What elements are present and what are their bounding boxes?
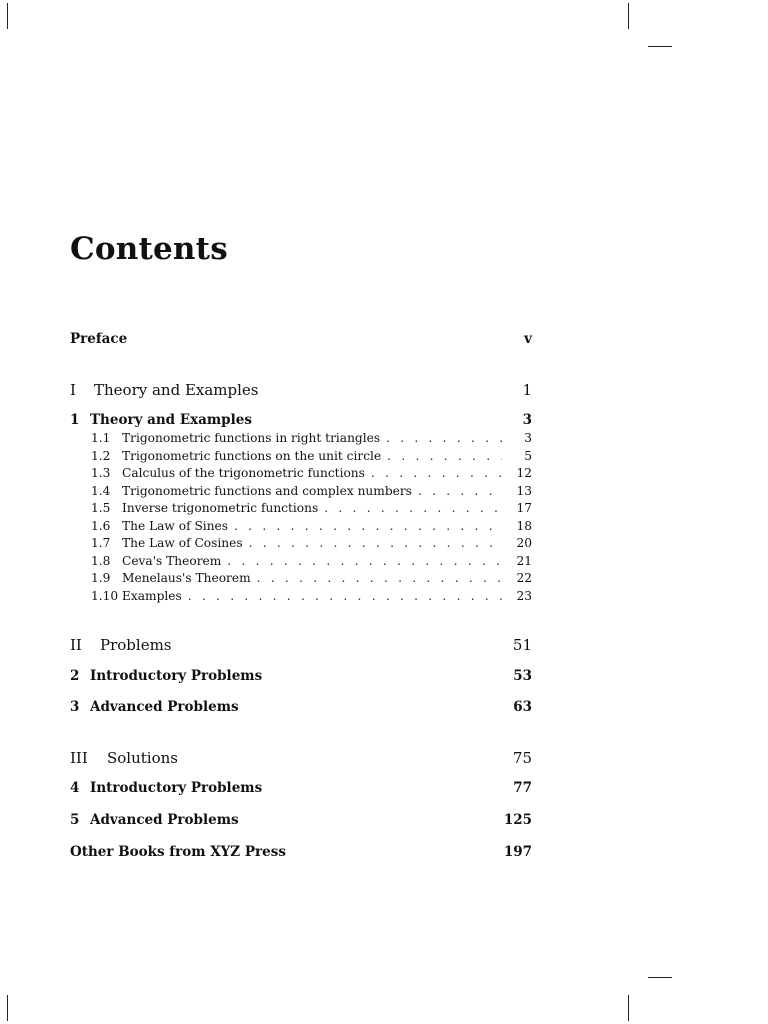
dot-leader xyxy=(386,431,502,445)
toc-section[interactable] xyxy=(91,449,532,467)
chapter-title: Advanced Problems xyxy=(90,699,239,715)
toc-section[interactable] xyxy=(91,431,532,449)
toc-section[interactable] xyxy=(91,519,532,537)
dot-leader xyxy=(257,571,502,585)
part-number: III xyxy=(70,749,88,767)
dot-leader xyxy=(188,589,502,603)
crop-mark-top-right-horizontal xyxy=(648,46,672,47)
section-title: Menelaus's Theorem xyxy=(122,571,251,585)
page-title: Contents xyxy=(70,231,228,267)
part-page: 75 xyxy=(512,749,532,767)
crop-mark-bottom-right xyxy=(628,995,629,1021)
dot-leader xyxy=(249,536,502,550)
crop-mark-bottom-right-horizontal xyxy=(648,977,672,978)
section-title: Trigonometric functions and complex numbers xyxy=(122,483,412,498)
entry-title: Other Books from XYZ Press xyxy=(70,844,286,860)
section-page: 13 xyxy=(516,483,532,498)
toc-entry-preface[interactable] xyxy=(70,331,532,351)
toc-chapter-1[interactable] xyxy=(70,412,532,432)
toc-section[interactable] xyxy=(91,466,532,484)
toc-entry-other-books[interactable] xyxy=(70,844,532,864)
part-number: II xyxy=(70,636,82,654)
section-number: 1.3 xyxy=(91,466,111,480)
section-number: 1.6 xyxy=(91,518,111,533)
dot-leader xyxy=(371,466,502,480)
section-title: Ceva's Theorem xyxy=(122,553,222,568)
toc-section[interactable] xyxy=(91,554,532,572)
toc-chapter-3[interactable] xyxy=(70,699,532,719)
part-title: Problems xyxy=(100,636,172,654)
section-page: 23 xyxy=(516,588,532,603)
chapter-page: 125 xyxy=(503,812,532,828)
section-page: 22 xyxy=(516,571,532,585)
chapter-number: 3 xyxy=(70,699,80,715)
chapter-number: 5 xyxy=(70,812,80,828)
section-title: Examples xyxy=(122,588,182,603)
section-number: 1.2 xyxy=(91,448,111,463)
dot-leader xyxy=(418,484,502,498)
toc-chapter-4[interactable] xyxy=(70,780,532,800)
entry-page: v xyxy=(524,331,532,347)
section-page: 18 xyxy=(516,518,532,533)
dot-leader xyxy=(387,449,502,463)
section-title: Trigonometric functions on the unit circle xyxy=(122,448,382,463)
chapter-page: 53 xyxy=(513,668,532,684)
toc-section[interactable] xyxy=(91,536,532,554)
section-number: 1.1 xyxy=(91,431,111,445)
dot-leader xyxy=(227,554,502,568)
section-page: 21 xyxy=(516,553,532,568)
crop-mark-top-left xyxy=(7,3,8,29)
toc-part-1[interactable] xyxy=(70,381,532,401)
chapter-title: Introductory Problems xyxy=(90,668,263,684)
section-number: 1.5 xyxy=(91,501,111,515)
section-page: 12 xyxy=(516,466,532,480)
section-page: 20 xyxy=(516,536,532,550)
part-page: 51 xyxy=(512,636,532,654)
dot-leader xyxy=(324,501,502,515)
toc-section[interactable] xyxy=(91,501,532,519)
toc-section[interactable] xyxy=(91,484,532,502)
chapter-title: Advanced Problems xyxy=(90,812,239,828)
entry-page: 197 xyxy=(503,844,532,860)
chapter-title: Introductory Problems xyxy=(90,780,263,796)
section-title: Calculus of the trigonometric functions xyxy=(122,466,365,480)
chapter-page: 63 xyxy=(513,699,532,715)
crop-mark-bottom-left xyxy=(7,995,8,1021)
toc-section[interactable] xyxy=(91,589,532,607)
chapter-number: 4 xyxy=(70,780,80,796)
toc-section[interactable] xyxy=(91,571,532,589)
part-number: I xyxy=(70,381,76,399)
dot-leader xyxy=(234,519,502,533)
part-title: Solutions xyxy=(107,749,178,767)
crop-mark-top-right xyxy=(628,3,629,29)
section-title: The Law of Cosines xyxy=(122,536,243,550)
section-number: 1.7 xyxy=(91,536,111,550)
chapter-title: Theory and Examples xyxy=(90,412,252,428)
section-page: 5 xyxy=(524,448,532,463)
section-title: Trigonometric functions in right triangles xyxy=(122,431,381,445)
section-number: 1.8 xyxy=(91,553,111,568)
chapter-page: 3 xyxy=(522,412,532,428)
chapter-number: 1 xyxy=(70,412,80,428)
section-number: 1.9 xyxy=(91,571,111,585)
section-number: 1.4 xyxy=(91,483,111,498)
chapter-page: 77 xyxy=(513,780,532,796)
toc-part-3[interactable] xyxy=(70,749,532,769)
entry-title: Preface xyxy=(70,331,128,347)
section-number: 1.10 xyxy=(91,588,119,603)
section-title: Inverse trigonometric functions xyxy=(122,501,319,515)
section-title: The Law of Sines xyxy=(122,518,229,533)
section-page: 3 xyxy=(524,431,532,445)
part-title: Theory and Examples xyxy=(94,381,259,399)
section-page: 17 xyxy=(516,501,532,515)
toc-chapter-2[interactable] xyxy=(70,668,532,688)
toc-chapter-5[interactable] xyxy=(70,812,532,832)
toc-part-2[interactable] xyxy=(70,636,532,656)
part-page: 1 xyxy=(522,381,532,399)
chapter-number: 2 xyxy=(70,668,80,684)
